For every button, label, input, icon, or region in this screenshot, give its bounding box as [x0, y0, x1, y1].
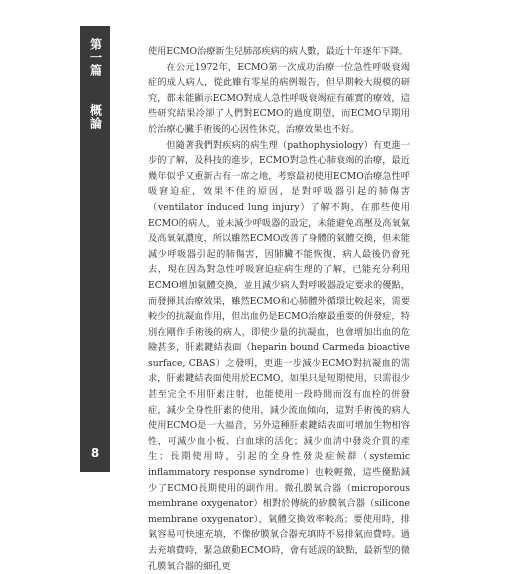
page-number: 8: [90, 446, 100, 460]
paragraph-3: 但隨著我們對疾病的病生理（pathophysiology）有更進一步的了解，及科技的進步，ECMO對急性心肺衰竭的治療，最近幾年似乎又重新占有一席之地，考察最初使用ECMO治療急性呼吸窘迫症，效果不佳的原因，是對呼吸器引起的肺傷害（ventilator induced lung injury）了解不夠，在那些使用ECMO的病人，並未減少呼吸器的設定，未能避免高壓及高氧氣及高氧氣濃度，所以雖然ECMO改善了身體的氣體交換，但未能減少呼吸器引起的肺傷害，因肺臟不能恢復，病人最後仍會死去，現在因為對急性呼吸窘迫症病生理的了解，已能充分利用ECMO增加氣體交換，並且減少病人對呼吸器設定要求的優點，而發揮其治療效果，雖然ECMO和心肺體外循環比較起來，需要較少的抗凝血作用，但出血仍是ECMO治療最重要的併發症，特別在剛作手術後的病人，即使少量的抗凝血，也會增加出血的危險甚多，肝素鍵結表面（heparin bound Carmeda bioactive surface, CBAS）之發明，更進一步減少ECMO對抗凝血的需求，肝素鍵結表面使用於ECMO，如果只是短期使用，只需很少甚至完全不用肝素注射，也能使用一段時間而沒有血栓的併發症，減少全身性肝素的使用，減少流血傾向，這對手術後的病人使用ECMO是一大福音，另外這種肝素鍵結表面可增加生物相容性，可減少血小板、白血球的活化；減少血清中發炎介質的產生；長期使用時，引起的全身性發炎症候群（systemic inflammatory response syndrome）也較輕微，這些優點減少了ECMO長期使用的副作用。微孔膜氧合器（microporous membrane oxygenator）相對於傳統的矽膜氧合器（silicone membrane oxygenator），氣體交換效率較高；要使用時，排氣容易可快速充填，不像矽膜氧合器充填時不易排氣而費時。過去充填費時，緊急啟動ECMO時，會有延誤的缺點，最新型的微孔膜氧合器的細孔更: [148, 139, 410, 572]
paragraph-1: 使用ECMO治療新生兒肺部疾病的病人數，最近十年逐年下降。: [148, 46, 409, 57]
chapter-side-tab: [80, 26, 110, 472]
chapter-tab: [80, 26, 110, 96]
chapter-label: 第一篇: [88, 38, 103, 77]
paragraph-2: 在公元1972年，ECMO第一次成功治療一位急性呼吸衰竭症的成人病人，從此雖有零星的病例報告，但早期較大規模的研究，都未能顯示ECMO對成人急性呼吸衰竭症有確實的療效，這些研究結果冷卻了人們對ECMO的過度期望，而ECMO早期用於治療心臟手術後的心因性休克，治療效果也不好。: [148, 61, 410, 135]
section-tab: [80, 96, 110, 138]
body-text-column: [148, 44, 410, 574]
section-label: 概論: [88, 104, 103, 130]
